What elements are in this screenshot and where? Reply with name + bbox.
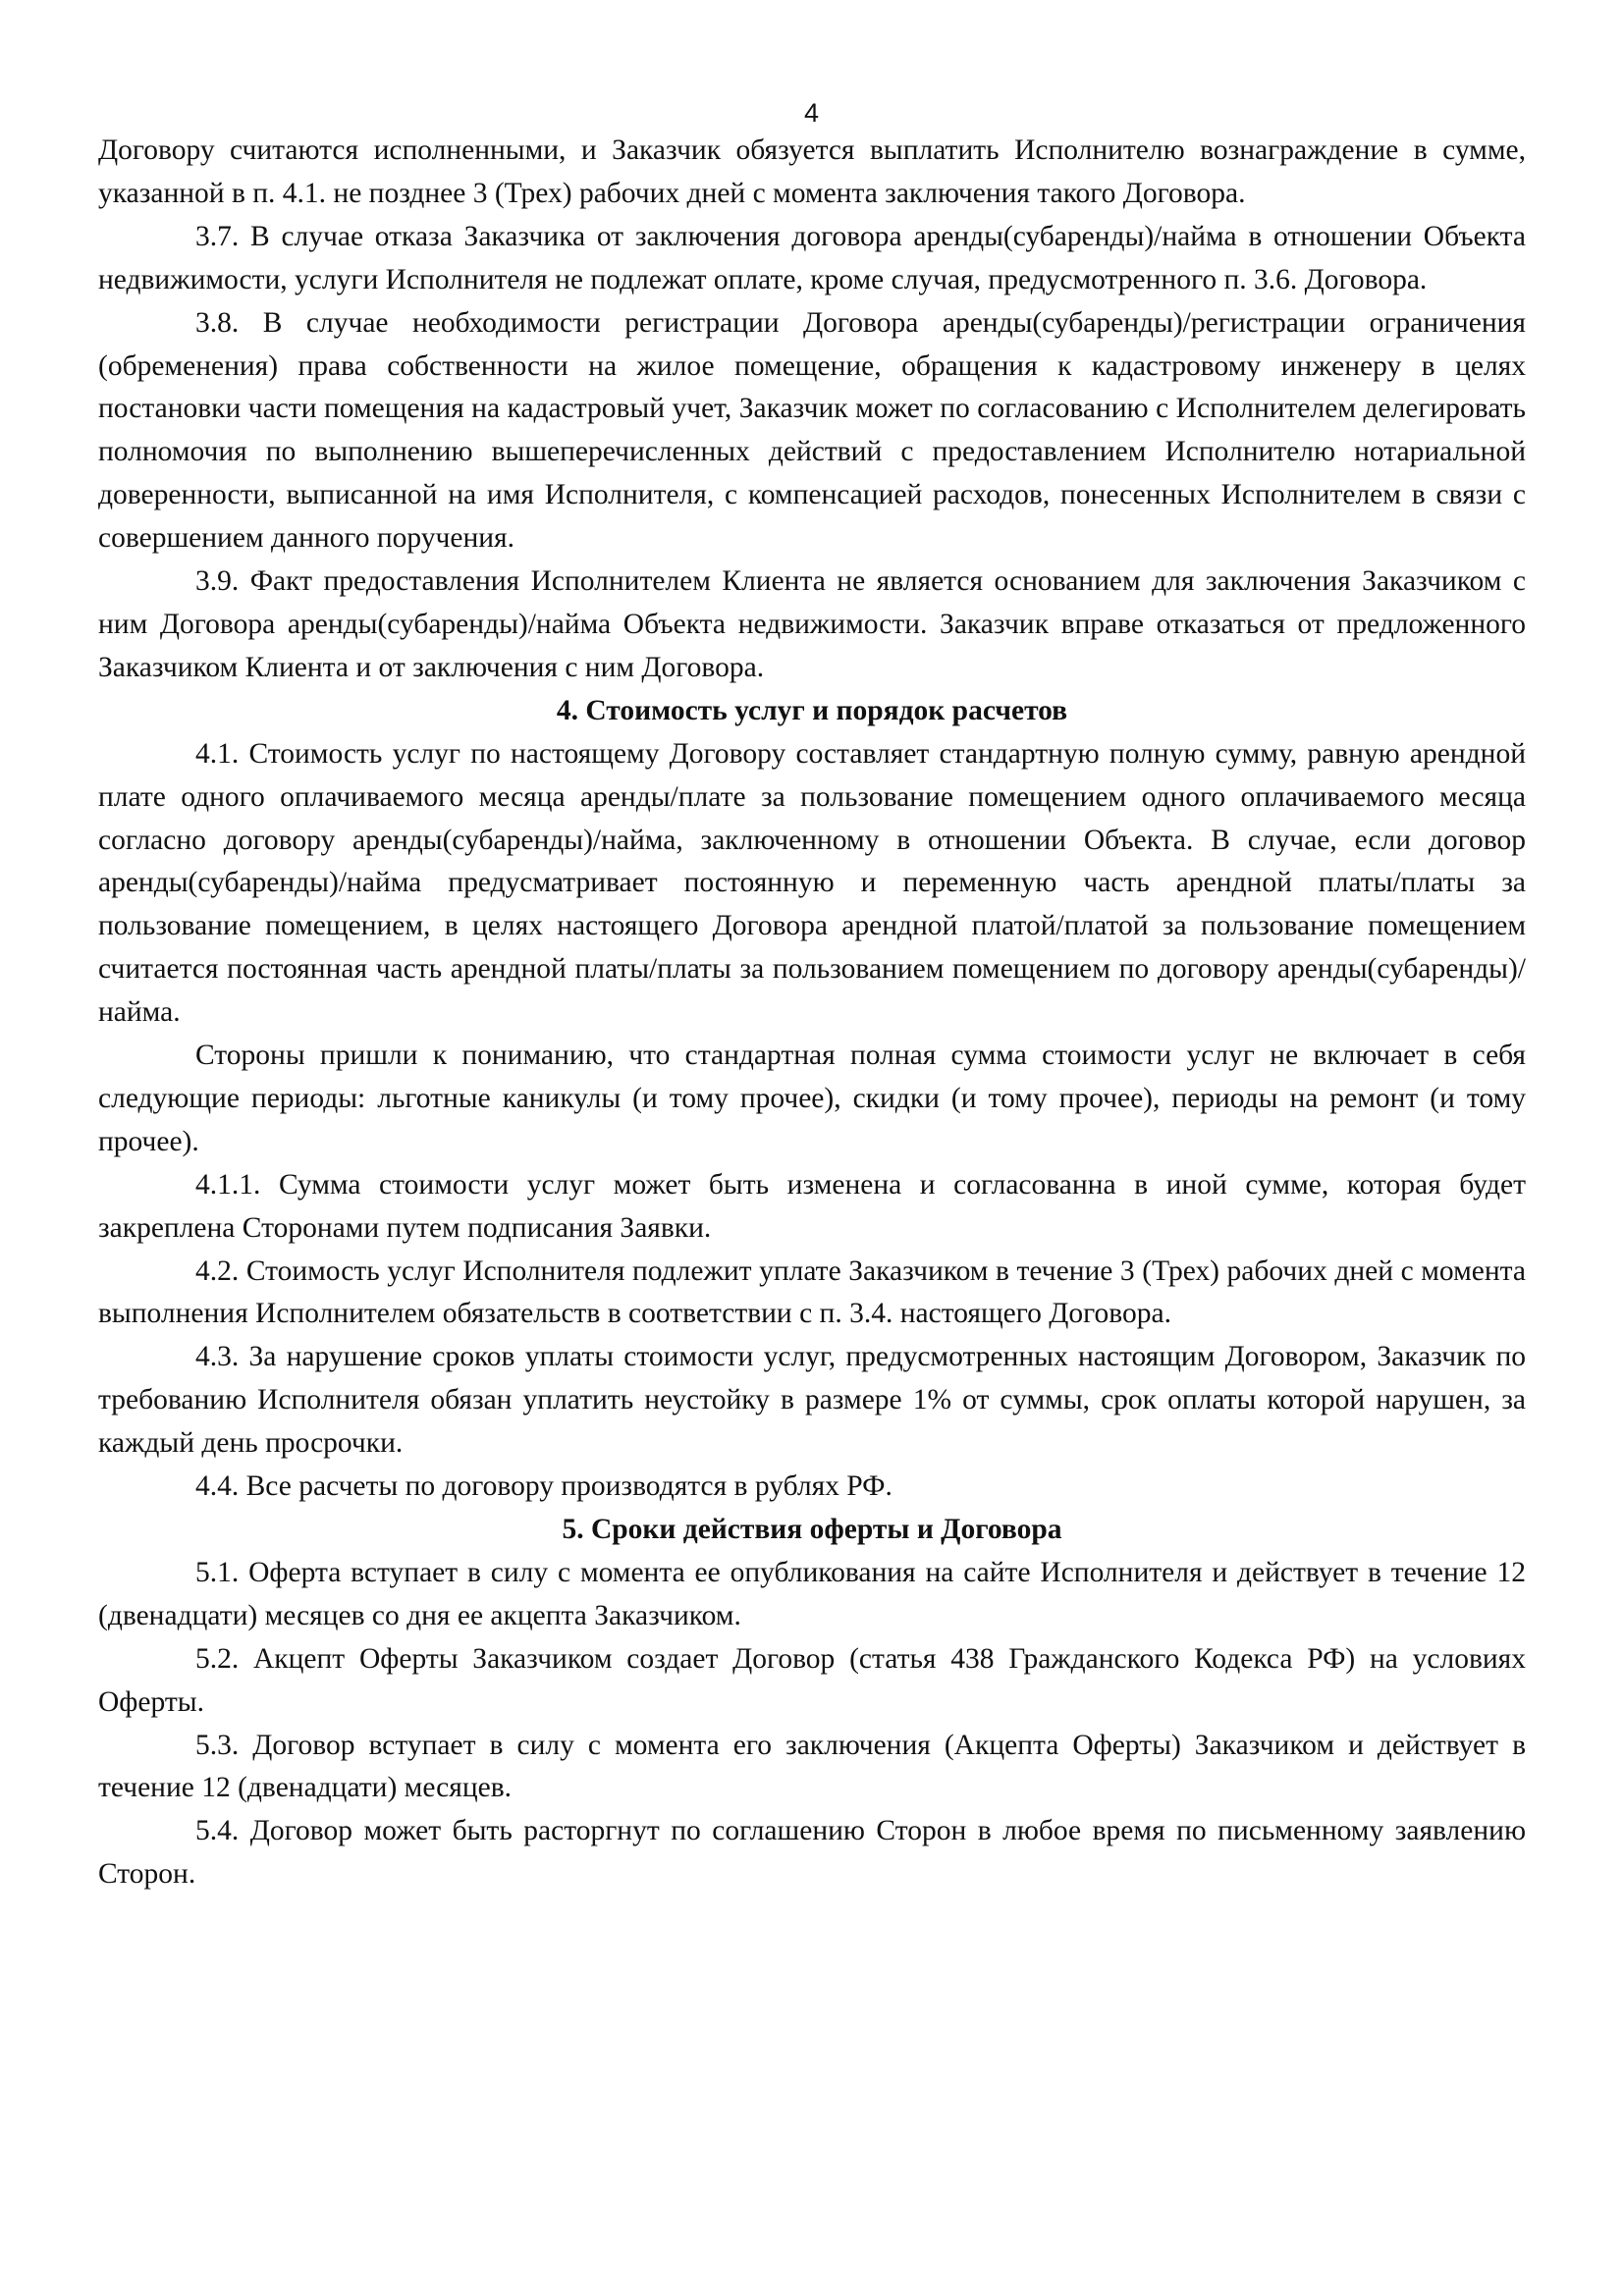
paragraph-5-2: 5.2. Акцепт Оферты Заказчиком создает Договор (статья 438 Гражданского Кодекса РФ) на условиях Оферты. (98, 1642, 1526, 1718)
paragraph-5-3: 5.3. Договор вступает в силу с момента его заключения (Акцепта Оферты) Заказчиком и действует в течение 12 (двенадцати) месяцев. (98, 1729, 1526, 1804)
paragraph-4-2: 4.2. Стоимость услуг Исполнителя подлежит уплате Заказчиком в течение 3 (Трех) рабочих дней с момента выполнения Исполнителем обязательств в соответствии с п. 3.4. настоящего Договора. (98, 1255, 1526, 1330)
paragraph-3-7: 3.7. В случае отказа Заказчика от заключения договора аренды(субаренды)/найма в отношении Объекта недвижимости, услуги Исполнителя не подлежат оплате, кроме случая, предусмотренного п. 3.6. Договора. (98, 220, 1526, 295)
paragraph-4-1-1: 4.1.1. Сумма стоимости услуг может быть изменена и согласованна в иной сумме, которая будет закреплена Сторонами путем подписания Заявки. (98, 1168, 1526, 1244)
paragraph-4-4: 4.4. Все расчеты по договору производятся в рублях РФ. (195, 1470, 893, 1503)
paragraph-3-6-continued: Договору считаются исполненными, и Заказчик обязуется выплатить Исполнителю вознаграждение в сумме, указанной в п. 4.1. не позднее 3 (Трех) рабочих дней с момента заключения такого Договора. (98, 134, 1526, 209)
paragraph-4-1: 4.1. Стоимость услуг по настоящему Договору составляет стандартную полную сумму, равную арендной плате одного оплачиваемого месяца аренды/плате за пользование помещением одного оплачиваемого месяца согласно договору аренды(субаренды)/найма, заключенному в отношении Объекта. В случае, если договор аренды(субаренды)/найма предусматривает постоянную и переменную часть арендной платы/платы за пользование помещением, в целях настоящего Договора арендной платой/платой за пользование помещением считается постоянная часть арендной платы/платы за пользованием помещением по договору аренды(субаренды)/найма. (98, 737, 1526, 1029)
paragraph-3-9: 3.9. Факт предоставления Исполнителем Клиента не является основанием для заключения Заказчиком с ним Договора аренды(субаренды)/найма Объекта недвижимости. Заказчик вправе отказаться от предложенного Заказчиком Клиента и от заключения с ним Договора. (98, 565, 1526, 683)
paragraph-4-1-note: Стороны пришли к пониманию, что стандартная полная сумма стоимости услуг не включает в себя следующие периоды: льготные каникулы (и тому прочее), скидки (и тому прочее), периоды на ремонт (и тому прочее). (98, 1040, 1526, 1157)
paragraph-3-8: 3.8. В случае необходимости регистрации Договора аренды(субаренды)/регистрации ограничения (обременения) права собственности на жилое помещение, обращения к кадастровому инженеру в целях постановки части помещения на кадастровый учет, Заказчик может по согласованию с Исполнителем делегировать полномочия по выполнению вышеперечисленных действий с предоставлением Исполнителю нотариальной доверенности, выписанной на имя Исполнителя, с компенсацией расходов, понесенных Исполнителем в связи с совершением данного поручения. (98, 306, 1526, 555)
section-heading-5: 5. Сроки действия оферты и Договора (562, 1514, 1062, 1545)
paragraph-5-1: 5.1. Оферта вступает в силу с момента ее опубликования на сайте Исполнителя и действует в течение 12 (двенадцати) месяцев со дня ее акцепта Заказчиком. (98, 1556, 1526, 1631)
document-body (98, 130, 1526, 1896)
page-number: 4 (803, 98, 820, 128)
paragraph-4-3: 4.3. За нарушение сроков уплаты стоимости услуг, предусмотренных настоящим Договором, Заказчик по требованию Исполнителя обязан уплатить неустойку в размере 1% от суммы, срок оплаты которой нарушен, за каждый день просрочки. (98, 1341, 1526, 1460)
paragraph-5-4: 5.4. Договор может быть расторгнут по соглашению Сторон в любое время по письменному заявлению Сторон. (98, 1815, 1526, 1891)
section-heading-4: 4. Стоимость услуг и порядок расчетов (556, 694, 1068, 726)
